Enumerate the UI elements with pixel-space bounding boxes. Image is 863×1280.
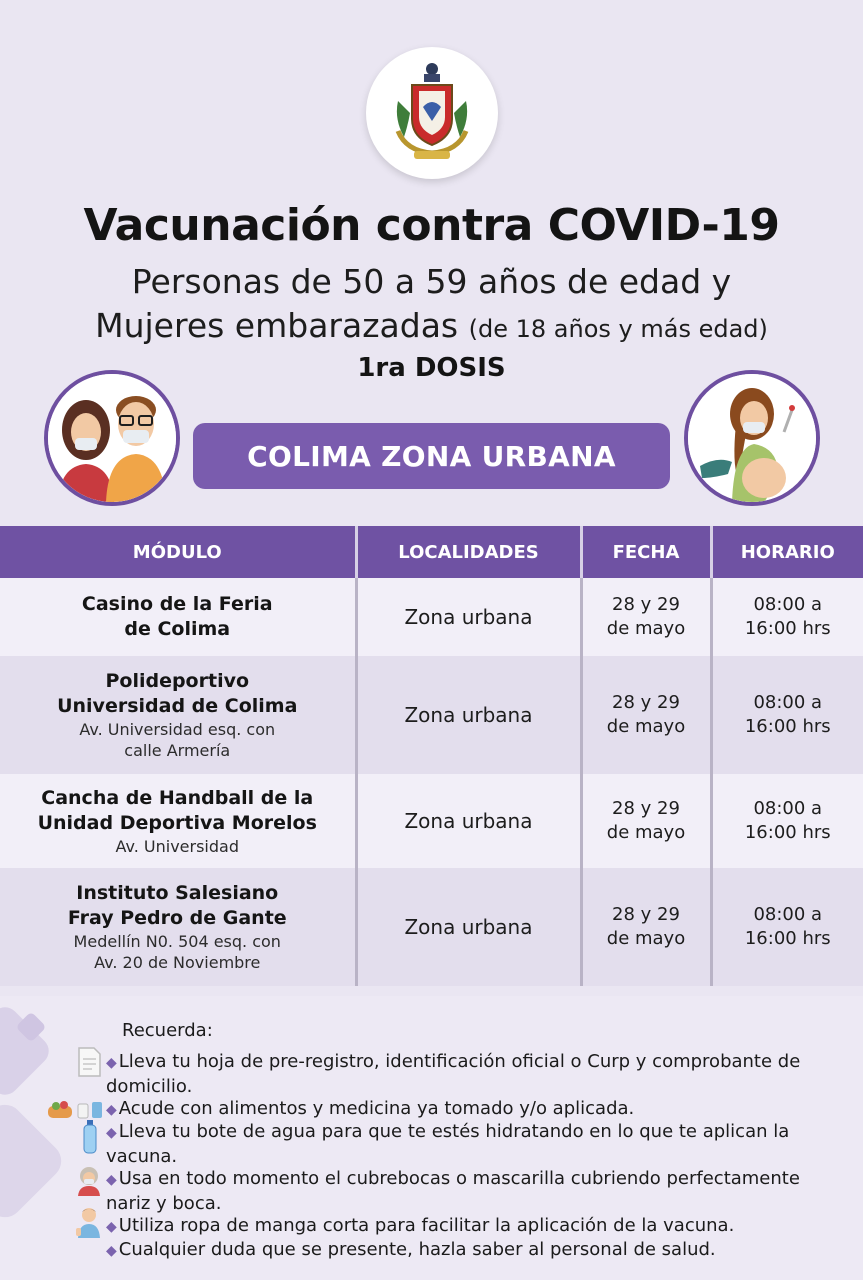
bullet-diamond-icon: ◆ (106, 1102, 117, 1118)
reminder-text: Utiliza ropa de manga corta para facilitar la aplicación de la vacuna. (118, 1215, 735, 1236)
time-cell (711, 774, 863, 868)
time-line: 08:00 a (753, 692, 823, 713)
date-line: de mayo (606, 618, 686, 639)
table-row (0, 868, 863, 986)
decorative-shapes (0, 996, 120, 1280)
time-line: 16:00 hrs (744, 928, 831, 949)
reminder-item (106, 1097, 826, 1122)
date-cell (581, 578, 711, 656)
module-name-line: Unidad Deportiva Morelos (37, 811, 317, 834)
coat-of-arms-icon (392, 61, 472, 165)
document-icon (76, 1046, 102, 1078)
masked-person-icon (76, 1166, 102, 1196)
couple-avatar (44, 370, 180, 506)
table-row (0, 578, 863, 656)
reminder-item (106, 1214, 826, 1239)
dose-label: 1ra DOSIS (357, 353, 506, 383)
date-line: 28 y 29 (612, 692, 680, 713)
date-line: de mayo (606, 928, 686, 949)
header-date: FECHA (581, 526, 711, 578)
module-name-line: de Colima (124, 618, 231, 640)
header-locality: LOCALIDADES (356, 526, 581, 578)
date-cell (581, 774, 711, 868)
schedule-table (0, 526, 863, 986)
reminder-text: Cualquier duda que se presente, hazla saber al personal de salud. (118, 1239, 716, 1260)
module-name-line: Cancha de Handball de la (41, 786, 314, 809)
reminder-text: Lleva tu hoja de pre-registro, identificación oficial o Curp y comprobante de domicilio. (106, 1051, 801, 1097)
bullet-diamond-icon: ◆ (106, 1055, 117, 1071)
subtitle-main: Mujeres embarazadas (95, 306, 459, 345)
module-address-line: Av. 20 de Noviembre (94, 953, 261, 972)
bullet-diamond-icon: ◆ (106, 1172, 117, 1188)
locality-cell: Zona urbana (356, 578, 581, 656)
pregnant-avatar (684, 370, 820, 506)
time-line: 08:00 a (753, 594, 823, 615)
table-row (0, 656, 863, 774)
zone-banner: COLIMA ZONA URBANA (193, 423, 670, 489)
reminder-item (106, 1238, 826, 1263)
reminders-title: Recuerda: (122, 1020, 213, 1041)
subtitle-line-2 (0, 306, 863, 345)
reminder-text: Acude con alimentos y medicina ya tomado y/o aplicada. (118, 1098, 635, 1119)
subtitle-small: (de 18 años y más edad) (468, 315, 768, 343)
time-line: 16:00 hrs (744, 716, 831, 737)
module-name-line: Universidad de Colima (57, 695, 298, 717)
module-address-line: calle Armería (124, 741, 231, 760)
short-sleeve-person-icon (76, 1206, 102, 1238)
time-cell (711, 578, 863, 656)
reminder-item (106, 1167, 826, 1215)
seal-badge (366, 47, 498, 179)
date-line: de mayo (606, 716, 686, 737)
header-time: HORARIO (711, 526, 863, 578)
pregnant-woman-vaccine-icon (688, 374, 816, 502)
module-name-line: Casino de la Feria (81, 593, 273, 615)
time-line: 16:00 hrs (744, 618, 831, 639)
time-line: 08:00 a (753, 798, 823, 819)
subtitle-line-1: Personas de 50 a 59 años de edad y (131, 262, 732, 301)
module-address-line: Av. Universidad (115, 836, 239, 856)
water-bottle-icon (82, 1120, 98, 1154)
locality-cell: Zona urbana (356, 868, 581, 986)
module-cell (0, 774, 356, 868)
module-cell (0, 578, 356, 656)
module-cell (0, 868, 356, 986)
time-line: 08:00 a (753, 904, 823, 925)
module-address-line: Medellín N0. 504 esq. con (73, 932, 281, 951)
time-cell (711, 868, 863, 986)
bullet-diamond-icon: ◆ (106, 1243, 117, 1259)
table-row (0, 774, 863, 868)
time-line: 16:00 hrs (744, 822, 831, 843)
bullet-diamond-icon: ◆ (106, 1125, 117, 1141)
time-cell (711, 656, 863, 774)
locality-cell: Zona urbana (356, 656, 581, 774)
module-name-line: Fray Pedro de Gante (67, 907, 287, 929)
reminders-section (0, 996, 863, 1280)
date-line: 28 y 29 (612, 798, 680, 819)
module-cell (0, 656, 356, 774)
module-address-line: Av. Universidad esq. con (79, 720, 276, 739)
food-medicine-icon (46, 1098, 106, 1120)
date-cell (581, 656, 711, 774)
reminder-text: Usa en todo momento el cubrebocas o mascarilla cubriendo perfectamente nariz y boca. (106, 1168, 800, 1214)
module-name-line: Instituto Salesiano (76, 882, 279, 904)
reminder-text: Lleva tu bote de agua para que te estés hidratando en lo que te aplican la vacuna. (106, 1121, 790, 1167)
date-line: 28 y 29 (612, 594, 680, 615)
reminder-item (106, 1050, 826, 1098)
locality-cell: Zona urbana (356, 774, 581, 868)
bullet-diamond-icon: ◆ (106, 1219, 117, 1235)
page-title: Vacunación contra COVID-19 (83, 200, 780, 251)
table-header-row (0, 526, 863, 578)
header-module: MÓDULO (0, 526, 356, 578)
reminder-item (106, 1120, 826, 1168)
masked-couple-icon (48, 374, 176, 502)
date-line: de mayo (606, 822, 686, 843)
date-line: 28 y 29 (612, 904, 680, 925)
date-cell (581, 868, 711, 986)
module-name-line: Polideportivo (105, 670, 250, 692)
